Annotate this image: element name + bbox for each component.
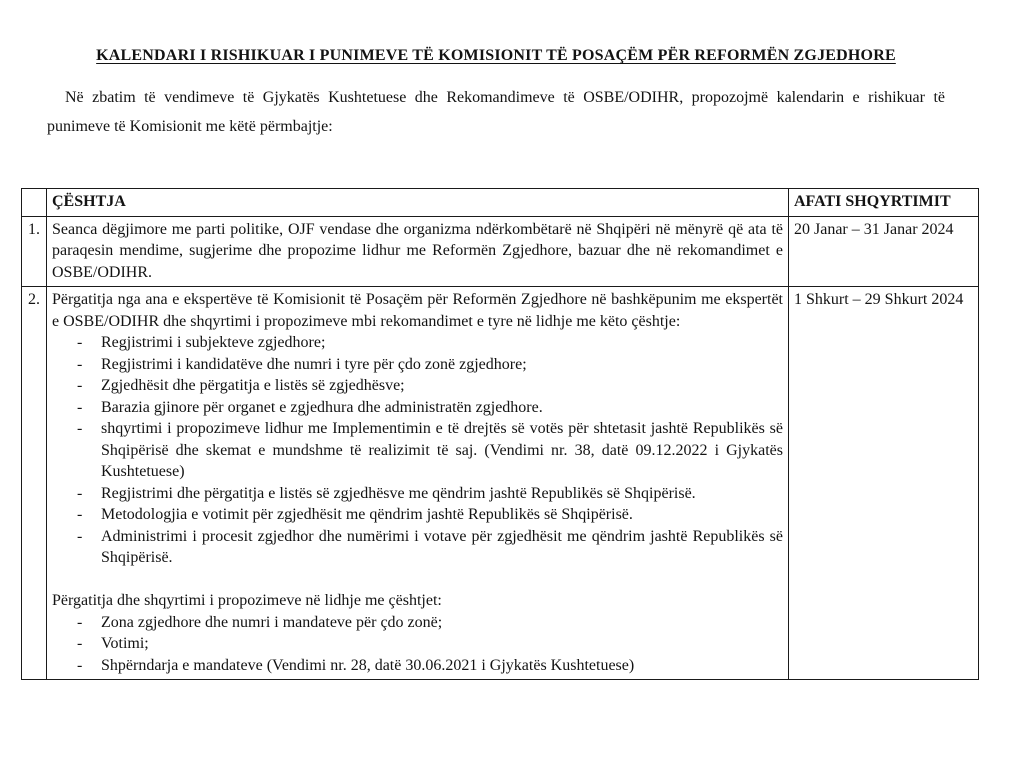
bullet-item: - Barazia gjinore për organet e zgjedhura dhe administratën zgjedhore. xyxy=(52,397,783,419)
row-2-issue xyxy=(47,287,789,680)
bullet-item: - Zgjedhësit dhe përgatitja e listës së zgjedhësve; xyxy=(52,375,783,397)
bullet-item: - Zona zgjedhore dhe numri i mandateve për çdo zonë; xyxy=(52,612,783,634)
row-1-deadline: 20 Janar – 31 Janar 2024 xyxy=(789,216,979,287)
header-issue: ÇËSHTJA xyxy=(47,189,789,217)
document-page xyxy=(0,46,1009,680)
row-2-deadline: 1 Shkurt – 29 Shkurt 2024 xyxy=(789,287,979,680)
table-row-2 xyxy=(22,287,979,680)
header-number xyxy=(22,189,47,217)
row-2-second-bullet-list xyxy=(52,612,783,677)
bullet-item: - Regjistrimi dhe përgatitja e listës së zgjedhësve me qëndrim jashtë Republikës së Shqipërisë. xyxy=(52,483,783,505)
document-title: KALENDARI I RISHIKUAR I PUNIMEVE TË KOMISIONIT TË POSAÇËM PËR REFORMËN ZGJEDHORE xyxy=(96,47,896,64)
bullet-item: - Regjistrimi i subjekteve zgjedhore; xyxy=(52,332,783,354)
bullet-item: - Regjistrimi i kandidatëve dhe numri i tyre për çdo zonë zgjedhore; xyxy=(52,354,783,376)
bullet-item: - Shpërndarja e mandateve (Vendimi nr. 28, datë 30.06.2021 i Gjykatës Kushtetuese) xyxy=(52,655,783,677)
row-2-intro: Përgatitja nga ana e ekspertëve të Komisionit të Posaçëm për Reformën Zgjedhore në bashkëpunim me ekspertët e OSBE/ODIHR dhe shqyrtimi i propozimeve mbi rekomandimet e tyre në lidhje me këto çështje: xyxy=(52,291,783,330)
header-deadline: AFATI SHQYRTIMIT xyxy=(789,189,979,217)
table-row-1 xyxy=(22,216,979,287)
bullet-item: - Administrimi i procesit zgjedhor dhe numërimi i votave për zgjedhësit me qëndrim jashtë Republikës së Shqipërisë. xyxy=(52,526,783,569)
bullet-item: - Votimi; xyxy=(52,633,783,655)
row-2-second-intro: Përgatitja dhe shqyrtimi i propozimeve në lidhje me çështjet: xyxy=(52,592,442,609)
bullet-item: - shqyrtimi i propozimeve lidhur me Implementimin e të drejtës së votës për shtetasit jashtë Republikës së Shqipërisë dhe skemat e mundshme të realizimit të saj. (Vendimi nr. 38, datë 09.12.2022 i Gjykatës Kushtetuese) xyxy=(52,418,783,483)
row-2-number: 2. xyxy=(22,287,47,680)
row-1-text: Seanca dëgjimore me parti politike, OJF vendase dhe organizma ndërkombëtarë në Shqipëri në mënyrë që ata të paraqesin mendime, sugjerime dhe propozime lidhur me Reformën Zgjedhore, bazuar dhe në rekomandimet e OSBE/ODIHR. xyxy=(52,220,783,281)
bullet-item: - Metodologjia e votimit për zgjedhësit me qëndrim jashtë Republikës së Shqipërisë. xyxy=(52,504,783,526)
intro-paragraph: Në zbatim të vendimeve të Gjykatës Kushtetuese dhe Rekomandimeve të OSBE/ODIHR, propozojmë kalendarin e rishikuar të punimeve të Komisionit me këtë përmbajtje: xyxy=(47,89,945,135)
schedule-table xyxy=(21,188,979,680)
table-header-row xyxy=(22,189,979,217)
row-2-bullet-list xyxy=(52,332,783,569)
row-1-issue xyxy=(47,216,789,287)
row-1-number: 1. xyxy=(22,216,47,287)
